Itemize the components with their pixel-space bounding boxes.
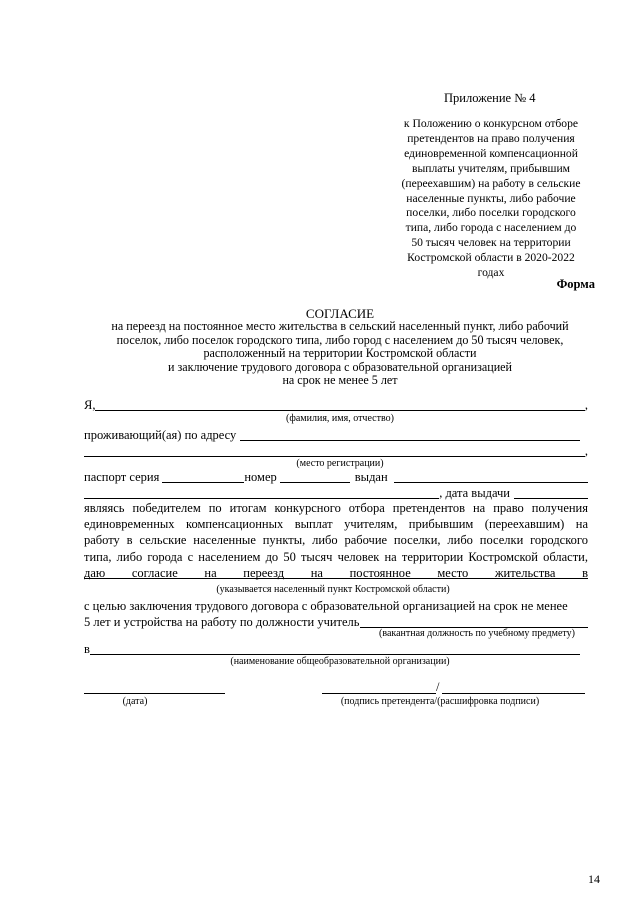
- fio-suffix: ,: [584, 398, 588, 412]
- subtitle-line: на срок не менее 5 лет: [282, 373, 398, 388]
- body-line: являясь победителем по итогам конкурсного отбора претендентов на право получения: [84, 501, 588, 515]
- appendix-note-line: 50 тысяч человек на территории: [411, 236, 571, 250]
- issued-label: выдан: [354, 470, 388, 484]
- org-row: [84, 641, 580, 657]
- issued-field-2[interactable]: [84, 486, 439, 499]
- appendix-note-line: единовременной компенсационной: [404, 146, 578, 160]
- subtitle-line: и заключение трудового договора с образовательной организацией: [167, 359, 512, 374]
- passport-series-label: паспорт серия: [84, 470, 160, 484]
- address-label: проживающий(ая) по адресу: [84, 428, 237, 442]
- appendix-note-line: поселки, либо поселки городского: [406, 206, 576, 220]
- settlement-field[interactable]: [84, 566, 588, 579]
- org-caption: (наименование общеобразовательной организации): [230, 656, 450, 667]
- appendix-note-line: типа, либо города с населением до: [405, 221, 577, 235]
- purpose-line-2: 5 лет и устройства на работу по должности учитель: [84, 615, 360, 629]
- appendix-note-line: годах: [477, 266, 505, 280]
- appendix-note-line: претендентов на право получения: [407, 131, 575, 145]
- address-suffix: ,: [584, 444, 588, 458]
- document-subtitle: [70, 320, 610, 388]
- passport-number-field[interactable]: [280, 470, 350, 483]
- appendix-note: [386, 117, 596, 281]
- body-line: даю согласие на переезд на постоянное место жительства в: [84, 565, 588, 580]
- form-label: Форма: [556, 277, 595, 291]
- address-row: [84, 427, 580, 443]
- body-line: типа, либо города с населением до 50 тысяч человек на территории Костромской области,: [84, 549, 588, 564]
- address-field-2[interactable]: [84, 444, 585, 457]
- appendix-note-line: Костромской области в 2020-2022: [407, 251, 575, 265]
- purpose-line-1: с целью заключения трудового договора с образовательной организацией на срок не менее: [84, 599, 568, 613]
- settlement-caption: (указывается населенный пункт Костромской области): [216, 584, 450, 595]
- page-number: 14: [588, 872, 600, 886]
- date-caption: (дата): [122, 696, 148, 707]
- settlement-row: [84, 565, 588, 581]
- org-field[interactable]: [90, 642, 580, 655]
- body-line: работу в сельские населенные пункты, либо рабочие поселки, либо поселки городского: [84, 533, 588, 548]
- signature-line[interactable]: [322, 693, 436, 694]
- appendix-note-line: (переехавшим) на работу в сельские: [401, 176, 581, 190]
- issue-date-field[interactable]: [514, 486, 588, 499]
- appendix-note-line: к Положению о конкурсном отборе: [403, 117, 579, 130]
- subtitle-line: поселок, либо поселок городского типа, либо город с населением до 50 тысяч человек,: [116, 332, 564, 347]
- issue-date-row: [84, 485, 588, 501]
- signature-caption: (подпись претендента/(расшифровка подписи): [340, 696, 540, 707]
- passport-row: [84, 469, 588, 485]
- fio-row: [84, 397, 588, 413]
- issued-field[interactable]: [394, 470, 588, 483]
- signature-decoding-line[interactable]: [442, 693, 585, 694]
- registration-caption: (место регистрации): [296, 458, 384, 469]
- purpose-row-1: [84, 598, 588, 614]
- appendix-note-line: выплаты учителям, прибывшим: [412, 161, 570, 175]
- vacancy-field[interactable]: [360, 615, 588, 628]
- fio-prefix: Я,: [84, 398, 96, 412]
- vacancy-caption: (вакантная должность по учебному предмету): [379, 628, 575, 639]
- address-row-2: [84, 443, 588, 459]
- subtitle-line: на переезд на постоянное место жительства в сельский населенный пункт, либо рабочий: [111, 319, 569, 333]
- fio-caption: (фамилия, имя, отчество): [286, 413, 394, 424]
- passport-series-field[interactable]: [162, 470, 244, 483]
- passport-number-label: номер: [244, 470, 277, 484]
- date-line[interactable]: [84, 693, 225, 694]
- document-title: СОГЛАСИЕ: [305, 306, 375, 321]
- appendix-note-line: населенные пункты, либо рабочие: [406, 191, 576, 205]
- body-line: единовременных компенсационных выплат учителям, прибывшим (переехавшим) на: [84, 517, 588, 532]
- subtitle-line: расположенный на территории Костромской области: [203, 346, 477, 361]
- appendix-label: Приложение № 4: [444, 91, 536, 105]
- in-prefix: в: [84, 642, 90, 656]
- fio-field[interactable]: [95, 398, 584, 411]
- address-field[interactable]: [240, 428, 580, 441]
- issue-date-label: , дата выдачи: [439, 486, 510, 500]
- signature-slash: /: [436, 680, 440, 694]
